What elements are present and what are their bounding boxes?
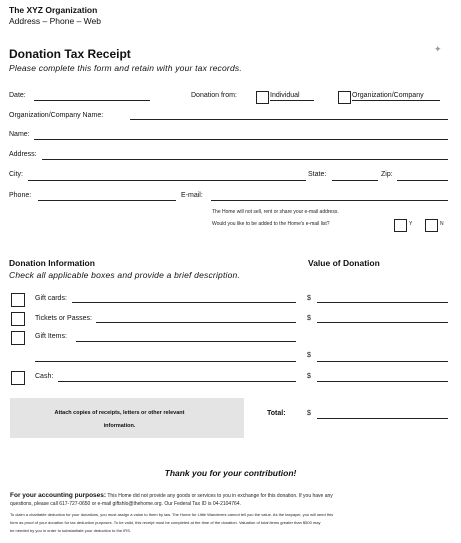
- form-subtitle: Please complete this form and retain with your tax records.: [9, 63, 242, 73]
- email-list-question: Would you like to be added to the Home's e-mail list?: [212, 221, 330, 227]
- donation-info-instructions: Check all applicable boxes and provide a brief description.: [9, 270, 241, 280]
- phone-label: Phone:: [9, 192, 32, 199]
- tickets-passes-value-field[interactable]: [317, 322, 448, 323]
- gift-items-currency: $: [307, 352, 311, 359]
- tickets-passes-label: Tickets or Passes:: [35, 315, 92, 322]
- org-company-name-field[interactable]: [130, 119, 448, 120]
- total-currency: $: [307, 410, 311, 417]
- donation-from-label: Donation from:: [191, 92, 237, 99]
- cash-currency: $: [307, 373, 311, 380]
- attachments-note: Attach copies of receipts, letters or other relevant information.: [54, 410, 185, 429]
- organization-checkbox[interactable]: [338, 91, 351, 104]
- accounting-label: For your accounting purposes:: [10, 492, 107, 499]
- state-field[interactable]: [332, 180, 378, 181]
- gift-items-value-field[interactable]: [317, 361, 448, 362]
- gift-cards-value-field[interactable]: [317, 302, 448, 303]
- org-company-name-label: Organization/Company Name:: [9, 112, 104, 119]
- email-field[interactable]: [211, 200, 448, 201]
- thank-you-message: Thank you for your contribution!: [164, 468, 297, 478]
- contact-line: questions, please call 617-727-0650 or e-mail giftshlo@thehome.org. Our Federal Tax ID is 04-2104764.: [10, 501, 241, 507]
- cash-description-field[interactable]: [58, 381, 296, 382]
- gift-items-description-field-1[interactable]: [76, 341, 296, 342]
- accounting-line: [10, 492, 333, 499]
- email-privacy-note: The Home will not sell, rent or share your e-mail address.: [212, 209, 339, 215]
- name-field[interactable]: [34, 139, 448, 140]
- total-value-field[interactable]: [317, 418, 448, 419]
- claim-line-1: To claim a charitable deduction for your donations, you must assign a value to them by law. The Home for Little Wanderers cannot tell you the value. As the taxpayer, you will need this: [10, 512, 334, 517]
- gift-cards-description-field[interactable]: [72, 302, 296, 303]
- address-field[interactable]: [42, 159, 448, 160]
- tickets-passes-currency: $: [307, 315, 311, 322]
- accounting-text: This Home did not provide any goods or services to you in exchange for this donation. If you have any: [107, 493, 333, 499]
- name-label: Name:: [9, 131, 30, 138]
- phone-field[interactable]: [38, 200, 176, 201]
- individual-checkbox[interactable]: [256, 91, 269, 104]
- organization-contact: Address – Phone – Web: [9, 16, 101, 26]
- email-list-no-checkbox[interactable]: [425, 219, 438, 232]
- email-list-yes-label: Y: [409, 221, 413, 227]
- gift-cards-checkbox[interactable]: [11, 293, 25, 307]
- email-list-yes-checkbox[interactable]: [394, 219, 407, 232]
- decorative-mark-icon: ✦: [434, 44, 442, 54]
- city-field[interactable]: [28, 180, 306, 181]
- gift-items-checkbox[interactable]: [11, 331, 25, 345]
- cash-label: Cash:: [35, 373, 54, 380]
- address-label: Address:: [9, 151, 37, 158]
- organization-underline: [352, 100, 440, 101]
- gift-items-label: Gift Items:: [35, 333, 67, 340]
- gift-cards-label: Gift cards:: [35, 295, 67, 302]
- claim-line-2: form as proof of your donation for tax deduction purposes. To be valid, this receipt must be completed at the time of the donation. Valuation of total items greater than $500 may: [10, 520, 321, 525]
- zip-field[interactable]: [397, 180, 448, 181]
- cash-value-field[interactable]: [317, 381, 448, 382]
- email-label: E-mail:: [181, 192, 203, 199]
- zip-label: Zip:: [381, 171, 393, 178]
- claim-line-3: be needed by you in order to substantiate your deduction to the IRS.: [10, 528, 131, 533]
- tickets-passes-description-field[interactable]: [96, 322, 296, 323]
- state-label: State:: [308, 171, 327, 178]
- tickets-passes-checkbox[interactable]: [11, 312, 25, 326]
- date-field[interactable]: [34, 100, 150, 101]
- organization-label: Organization/Company: [352, 92, 424, 99]
- gift-items-description-field-2[interactable]: [35, 361, 296, 362]
- donation-info-heading: Donation Information: [9, 258, 95, 268]
- date-label: Date:: [9, 92, 26, 99]
- gift-cards-currency: $: [307, 295, 311, 302]
- form-title: Donation Tax Receipt: [9, 47, 131, 61]
- individual-underline: [270, 100, 314, 101]
- cash-checkbox[interactable]: [11, 371, 25, 385]
- city-label: City:: [9, 171, 23, 178]
- organization-name: The XYZ Organization: [9, 5, 98, 15]
- total-label: Total:: [267, 410, 286, 417]
- email-list-no-label: N: [440, 221, 444, 227]
- value-of-donation-heading: Value of Donation: [308, 258, 380, 268]
- individual-label: Individual: [270, 92, 300, 99]
